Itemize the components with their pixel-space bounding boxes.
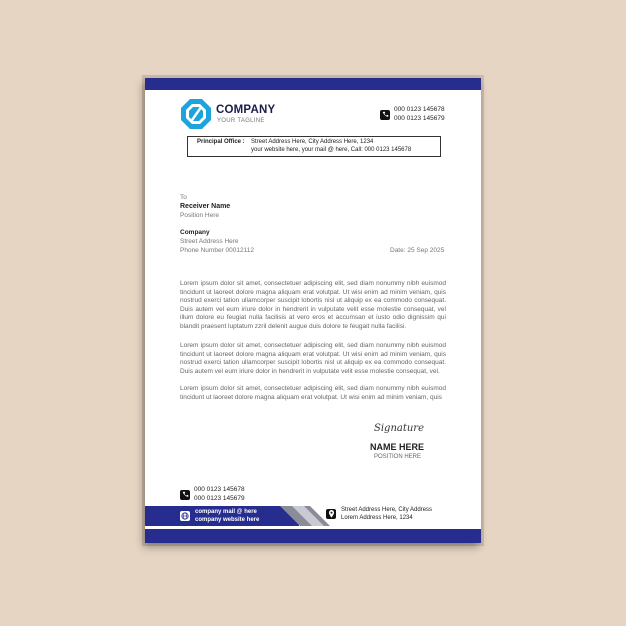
bottom-color-bar (145, 529, 481, 543)
footer-phone-2: 000 0123 145679 (194, 494, 245, 502)
recipient-street: Street Address Here (180, 238, 239, 245)
body-paragraph-2: Lorem ipsum dolor sit amet, consectetuer adipiscing elit, sed diam nonummy nibh euismod tincidunt ut laoreet dolore magna aliquam erat volutpat. Ut wisi enim ad minim veniam, quis nostrud exerci tation ullamcorper suscipit lobortis nisl ut aliquip ex ea commodo consequat. Duis autem vel eum iriure dolor in hendrerit in vulputate velit esse molestie consequat, vel. (180, 342, 446, 375)
signer-position: POSITION HERE (374, 454, 422, 460)
signer-name: NAME HERE (370, 442, 425, 452)
recipient-company: Company (180, 229, 210, 236)
recipient-phone: Phone Number 00012112 (180, 247, 254, 254)
footer-address-block (326, 506, 432, 522)
office-address: Street Address Here, City Address Here, 1234 (251, 139, 374, 145)
header-phone-block (380, 106, 445, 123)
company-name: COMPANY (216, 104, 276, 116)
footer-address-2: Lorem Address Here, 1234 (341, 515, 413, 521)
logo-icon (180, 98, 212, 130)
office-contact: your website here, your mail @ here, Call: 000 0123 145678 (251, 147, 412, 153)
phone-icon (180, 490, 190, 500)
letter-date: Date: 25 Sep 2025 (390, 247, 445, 254)
office-label: Principal Office : (197, 139, 245, 145)
principal-office-box (187, 136, 441, 157)
footer-diagonal-stripe (270, 506, 330, 526)
signature-script: Signature (374, 423, 425, 434)
receiver-position: Position Here (180, 212, 220, 219)
body-paragraph-3: Lorem ipsum dolor sit amet, consectetuer adipiscing elit, sed diam nonummy nibh euismod tincidunt ut laoreet dolore magna aliquam erat volutpat. Ut wisi enim ad minim veniam, quis (180, 385, 446, 401)
to-label: To (180, 194, 187, 201)
header-phone-2: 000 0123 145679 (394, 114, 445, 122)
header-phone-1: 000 0123 145678 (394, 106, 445, 113)
top-color-bar (145, 78, 481, 90)
location-pin-icon (326, 509, 336, 519)
footer-mail-block (180, 508, 259, 524)
footer-phone-block (180, 486, 245, 503)
receiver-name: Receiver Name (180, 203, 231, 210)
footer-address-1: Street Address Here, City Address (341, 507, 433, 513)
company-tagline: YOUR TAGLINE (217, 118, 265, 124)
globe-icon (180, 511, 190, 521)
footer-website: company website here (195, 517, 260, 523)
footer-phone-1: 000 0123 145678 (194, 486, 245, 493)
phone-icon (380, 110, 390, 120)
body-paragraph-1: Lorem ipsum dolor sit amet, consectetuer adipiscing elit, sed diam nonummy nibh euismod tincidunt ut laoreet dolore magna aliquam erat volutpat. Ut wisi enim ad minim veniam, quis nostrud exerci tation ullamcorper suscipit lobortis nisl ut aliquip ex ea commodo consequat. Duis autem vel eum iriure dolor in hendrerit in vulputate velit esse molestie consequat, vel illum dolore eu feugiat nulla facilisis at vero eros et accumsan et iusto odio dignissim qui blandit praesent luptatum zzril delenit augue duis dolore te feugait nulla facilisi. (180, 280, 446, 330)
letterhead-sheet (145, 78, 481, 543)
footer-mail: company mail @ here (195, 509, 257, 515)
